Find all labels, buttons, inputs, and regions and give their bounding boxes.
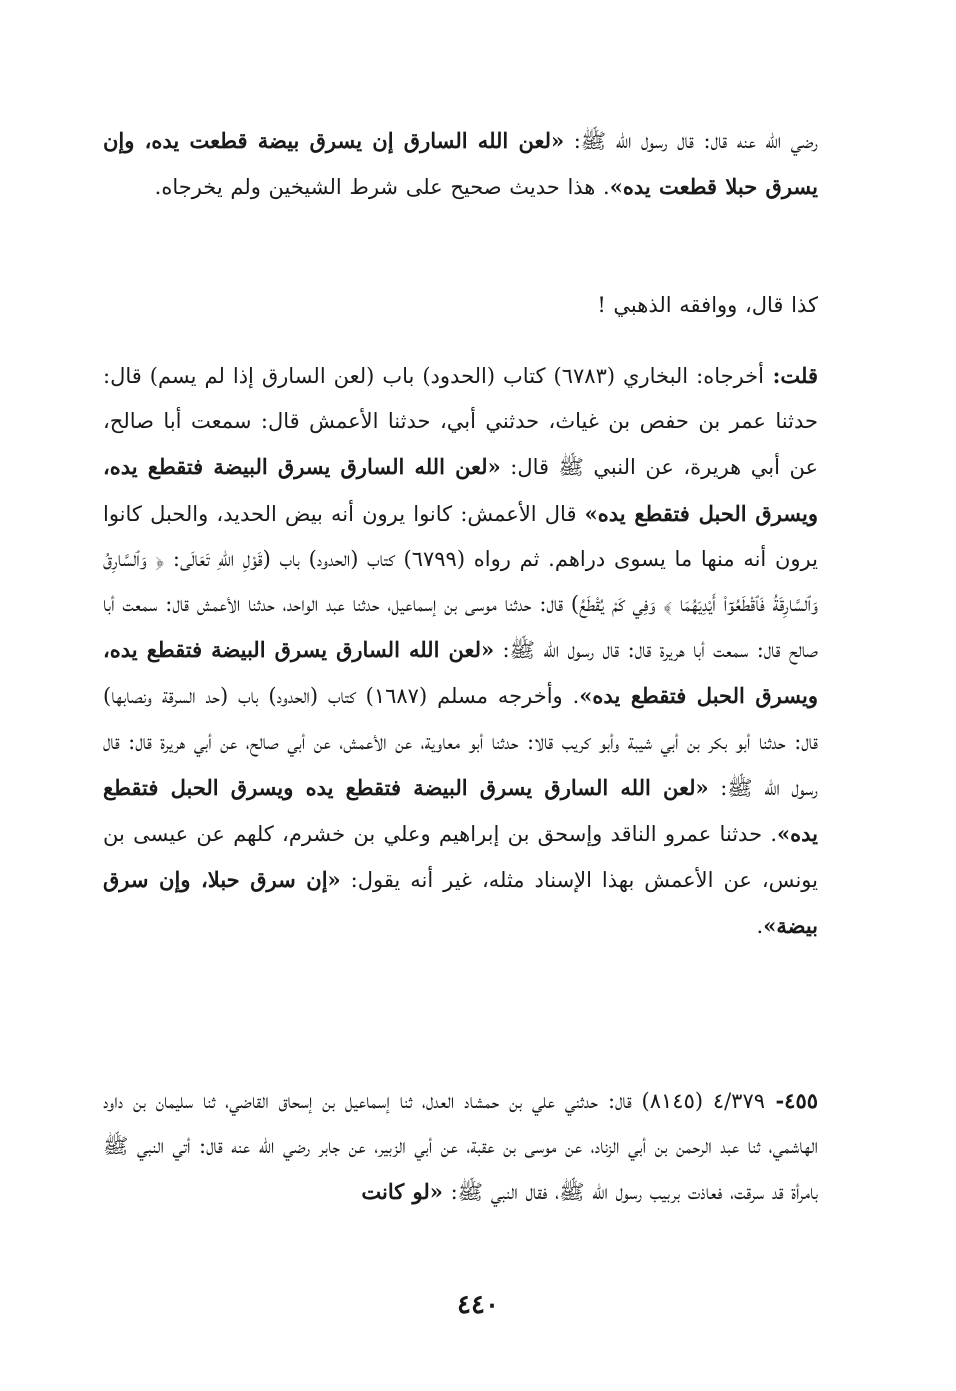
qultu-label: قلت:: [764, 363, 818, 388]
text-segment: كذا قال، ووافقه الذهبي !: [597, 293, 818, 317]
hadith-number: ٤٥٥-: [765, 1088, 819, 1113]
hadith-quote: «لعن الله السارق يسرق البيضة فتقطع يده، ويسرق الحبل فتقطع يده»: [103, 637, 818, 709]
text-segment: رضي الله عنه قال: قال رسول الله ﷺ:: [564, 129, 818, 153]
text-segment: . حدثنا عمرو الناقد وإسحق بن إبراهيم وعلي بن خشرم، كلهم عن عيسى بن يونس، عن الأعمش بهذا الإسناد مثله، غير أنه يقول:: [103, 822, 818, 893]
paragraph-dhahabi: [103, 283, 818, 328]
text-segment: ٤/٣٧٩ (٨١٤٥) قال: حدثني علي بن حمشاد العدل، ثنا إسماعيل بن إسحاق القاضي، ثنا سليمان بن داود الهاشمي، ثنا عبد الرحمن بن أبي الزناد، عن موسى بن عقبة، عن أبي الزبير، عن جابر رضي الله عنه قال: أتي النبي ﷺ بامرأة قد سرقت، فعاذت بربيب رسول الله ﷺ، فقال النبي ﷺ:: [103, 1089, 818, 1205]
paragraph-qultu: [103, 353, 818, 950]
paragraph-hadith-455: [103, 1078, 818, 1216]
text-segment: .: [756, 914, 764, 939]
text-segment: قال الأعمش: كانوا يرون أنه بيض الحديد، والحبل كانوا يرون أنه منها ما يسوى دراهم. ثم رواه (٦٧٩٩) كتاب (الحدود) باب (قَوْلِ اللهِ تَعَالَى: ﴿ وَٱلسَّارِقُ وَٱلسَّارِقَةُ فَٱقْطَعُوٓا۟ أَيْدِيَهُمَا ﴾ وَفِي كَمْ يُقْطَعُ) قال: حدثنا موسى بن إسماعيل، حدثنا عبد الواحد، حدثنا الأعمش قال: سمعت أبا صالح قال: سمعت أبا هريرة قال: قال رسول الله ﷺ:: [103, 501, 819, 663]
hadith-quote: «لو كانت: [361, 1179, 443, 1205]
text-segment: . هذا حديث صحيح على شرط الشيخين ولم يخرجاه.: [154, 175, 610, 200]
paragraph-continuation: [103, 118, 818, 210]
page-number: ٤٤٠: [457, 1290, 499, 1320]
hadith-quote: «لعن الله السارق يسرق البيضة فتقطع يده ويسرق الحبل فتقطع يده»: [103, 774, 818, 847]
text-segment: أخرجاه: البخاري (٦٧٨٣) كتاب (الحدود) باب (لعن السارق إذا لم يسم) قال: حدثنا عمر بن حفص بن غياث، حدثني أبي، حدثنا الأعمش قال: سمعت أبا صالح، عن أبي هريرة، عن النبي ﷺ قال:: [103, 364, 818, 480]
hadith-quote: «لعن الله السارق إن يسرق بيضة قطعت يده، وإن يسرق حبلا قطعت يده»: [103, 128, 818, 200]
hadith-quote: «لعن الله السارق يسرق البيضة فتقطع يده، ويسرق الحبل فتقطع يده»: [103, 454, 819, 526]
hadith-quote: «إن سرق حبلا، وإن سرق بيضة»: [103, 867, 818, 939]
text-segment: . وأخرجه مسلم (١٦٨٧) كتاب (الحدود) باب (حد السرقة ونصابها) قال: حدثنا أبو بكر بن أبي شيبة وأبو كريب قالا: حدثنا أبو معاوية، عن الأعمش، عن أبي صالح، عن أبي هريرة قال: قال رسول الله ﷺ:: [103, 684, 818, 800]
